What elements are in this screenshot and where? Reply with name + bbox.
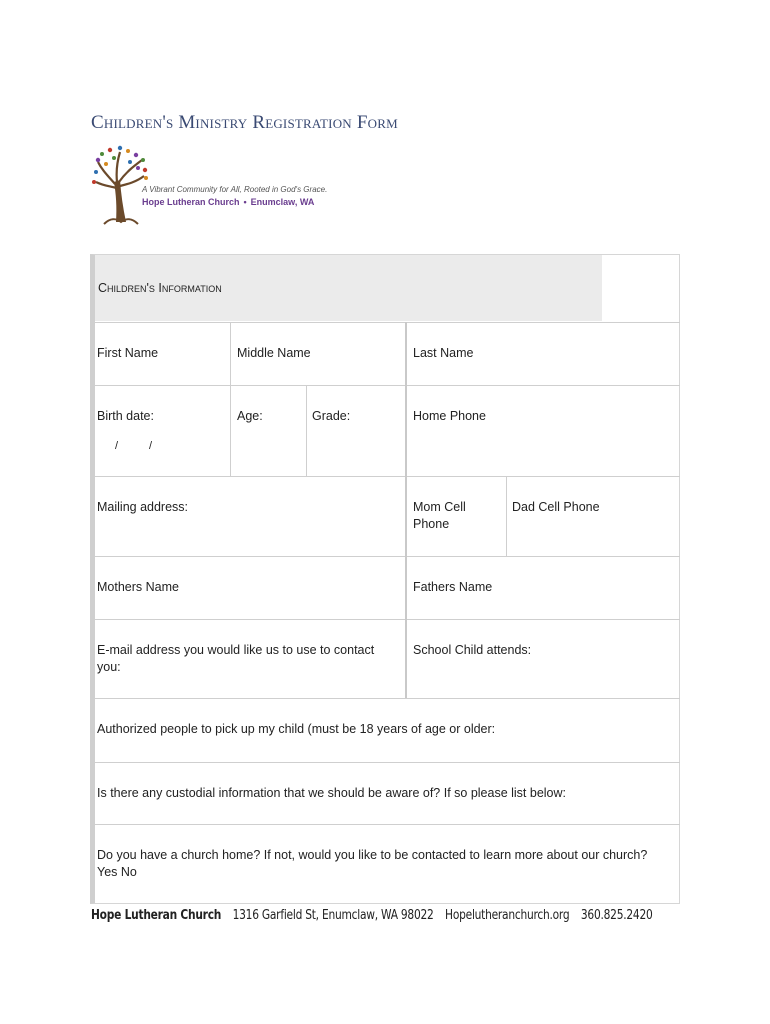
school-label: School Child attends:	[413, 643, 532, 657]
mom-cell-label: Mom Cell Phone	[413, 500, 466, 531]
mailing-address-label: Mailing address:	[97, 500, 189, 514]
logo-separator: •	[243, 197, 247, 207]
custodial-info-label: Is there any custodial information that we should be aware of? If so please list below:	[97, 786, 567, 800]
yes-no-options: Yes No	[97, 865, 137, 879]
footer-address: 1316 Garfield St, Enumclaw, WA 98022	[232, 908, 434, 923]
logo-city: Enumclaw, WA	[250, 197, 315, 207]
footer-phone: 360.825.2420	[580, 908, 653, 923]
date-separator: /	[115, 440, 119, 452]
logo-church-name: Hope Lutheran Church	[142, 197, 240, 207]
page-title: Children's Ministry Registration Form	[91, 112, 398, 133]
fathers-name-label: Fathers Name	[413, 580, 493, 594]
birth-date-label: Birth date:	[97, 409, 154, 423]
middle-name-label: Middle Name	[237, 346, 311, 360]
email-label: E-mail address you would like us to use to contact you:	[97, 643, 375, 674]
footer-church-name: Hope Lutheran Church	[91, 908, 222, 923]
tree-logo-icon	[90, 142, 150, 230]
authorized-pickup-label: Authorized people to pick up my child (must be 18 years of age or older:	[97, 722, 496, 736]
grade-label: Grade:	[312, 409, 351, 423]
date-separator: /	[149, 440, 153, 452]
page-footer	[91, 908, 653, 923]
section-header	[95, 255, 602, 321]
footer-website: Hopelutheranchurch.org	[445, 908, 570, 923]
last-name-label: Last Name	[413, 346, 474, 360]
church-home-label: Do you have a church home? If not, would you like to be contacted to learn more about our church?	[97, 848, 648, 862]
first-name-label: First Name	[97, 346, 159, 360]
section-title: Children's Information	[98, 281, 222, 295]
mothers-name-label: Mothers Name	[97, 580, 179, 594]
logo-church-line	[142, 197, 314, 207]
home-phone-label: Home Phone	[413, 409, 486, 423]
age-label: Age:	[237, 409, 263, 423]
church-logo	[90, 142, 360, 232]
logo-tagline: A Vibrant Community for All, Rooted in God's Grace.	[142, 185, 328, 194]
dad-cell-label: Dad Cell Phone	[512, 500, 600, 514]
registration-form	[90, 254, 680, 904]
